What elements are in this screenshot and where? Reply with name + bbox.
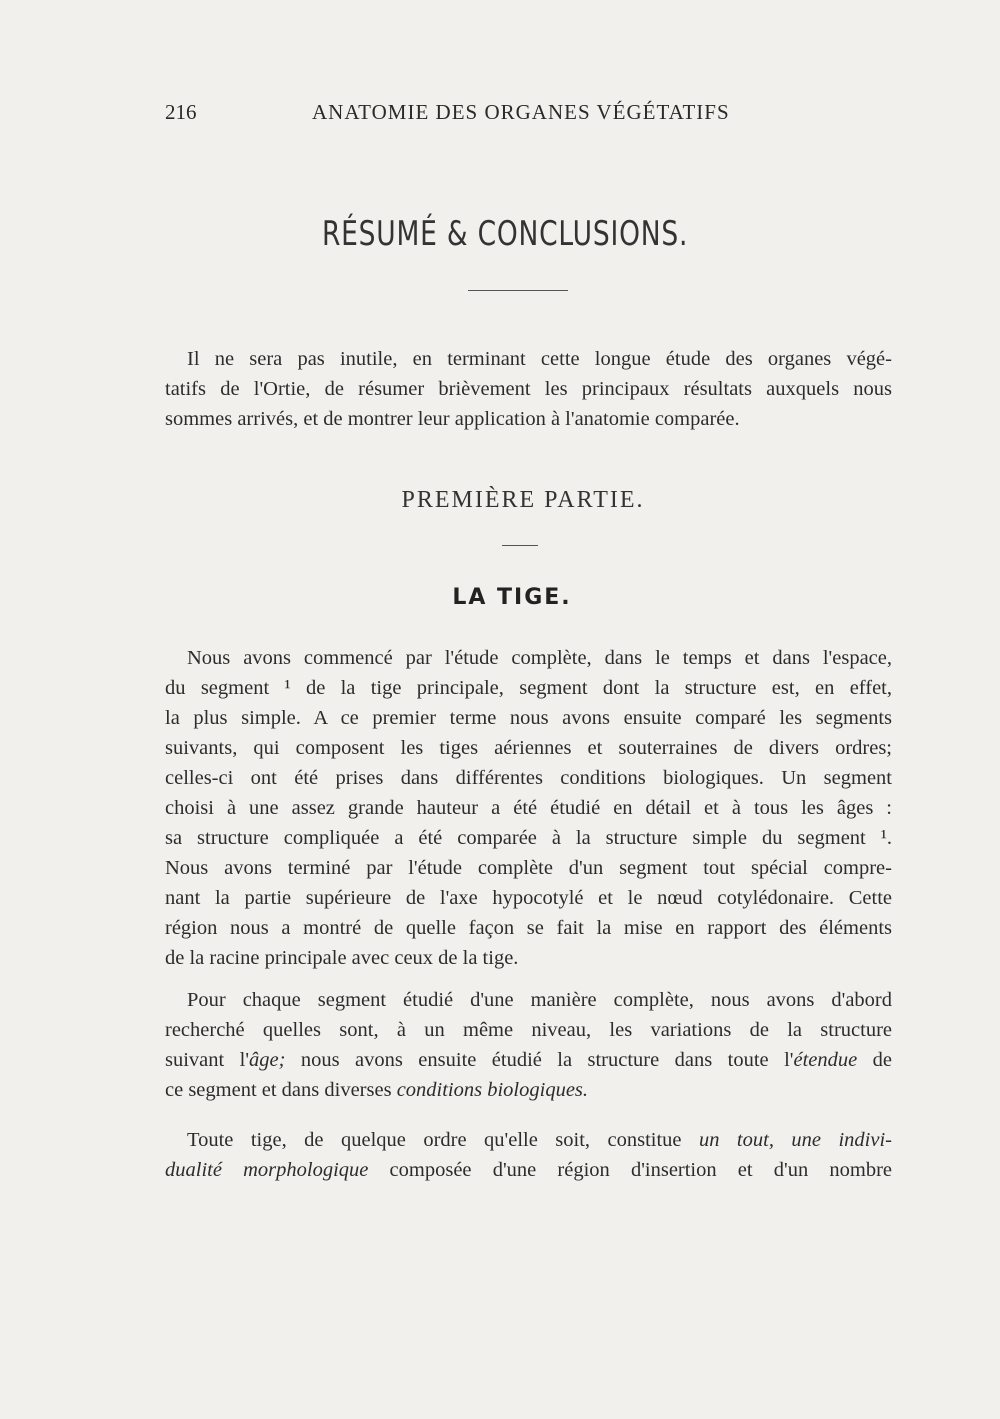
- part-heading: PREMIÈRE PARTIE.: [401, 487, 645, 513]
- text-line: tatifs de l'Ortie, de résumer brièvement les principaux résultats auxquels nous: [165, 378, 892, 400]
- italic-term: conditions biologiques.: [396, 1079, 589, 1101]
- italic-term: âge;: [249, 1049, 286, 1071]
- text-line: dualité morphologique composée d'une région d'insertion et d'un nombre: [165, 1159, 892, 1181]
- italic-term: étendue: [793, 1049, 858, 1071]
- page-title: RÉSUMÉ & CONCLUSIONS.: [321, 214, 689, 254]
- italic-term: un tout, une indivi-: [698, 1129, 892, 1151]
- paragraph-1: [165, 643, 892, 973]
- section-heading: LA TIGE.: [452, 585, 572, 610]
- text-line: suivant l'âge; nous avons ensuite étudié la structure dans toute l'étendue de: [165, 1049, 892, 1071]
- text-line: Toute tige, de quelque ordre qu'elle soit, constitue un tout, une indivi-: [187, 1129, 892, 1151]
- text-line: Pour chaque segment étudié d'une manière complète, nous avons d'abord: [187, 989, 892, 1011]
- intro-paragraph: [165, 344, 892, 434]
- running-head: [165, 100, 835, 130]
- running-title: ANATOMIE DES ORGANES VÉGÉTATIFS: [312, 100, 730, 124]
- page-number: 216: [165, 100, 197, 124]
- text-line: sommes arrivés, et de montrer leur application à l'anatomie comparée.: [165, 408, 740, 430]
- title-divider: [468, 290, 568, 291]
- text-line: nant la partie supérieure de l'axe hypocotylé et le nœud cotylédonaire. Cette: [165, 887, 892, 909]
- paragraph-2: [165, 985, 892, 1105]
- text-line: de la racine principale avec ceux de la tige.: [165, 947, 519, 969]
- text-line: région nous a montré de quelle façon se fait la mise en rapport des éléments: [165, 917, 892, 939]
- text-line: la plus simple. A ce premier terme nous avons ensuite comparé les segments: [165, 707, 892, 729]
- text-line: Nous avons terminé par l'étude complète d'un segment tout spécial compre-: [165, 857, 892, 879]
- text-line: Il ne sera pas inutile, en terminant cette longue étude des organes végé-: [187, 348, 892, 370]
- text-line: suivants, qui composent les tiges aériennes et souterraines de divers ordres;: [165, 737, 892, 759]
- text-line: du segment ¹ de la tige principale, segment dont la structure est, en effet,: [165, 677, 892, 699]
- text-line: ce segment et dans diverses conditions biologiques.: [165, 1079, 589, 1101]
- text-line: Nous avons commencé par l'étude complète, dans le temps et dans l'espace,: [187, 647, 892, 669]
- italic-term: dualité morphologique: [165, 1159, 369, 1181]
- text-line: sa structure compliquée a été comparée à la structure simple du segment ¹.: [165, 827, 892, 849]
- text-line: choisi à une assez grande hauteur a été étudié en détail et à tous les âges :: [165, 797, 892, 819]
- text-line: recherché quelles sont, à un même niveau, les variations de la structure: [165, 1019, 892, 1041]
- part-divider: [502, 545, 538, 546]
- text-line: celles-ci ont été prises dans différentes conditions biologiques. Un segment: [165, 767, 892, 789]
- paragraph-3: [165, 1125, 892, 1185]
